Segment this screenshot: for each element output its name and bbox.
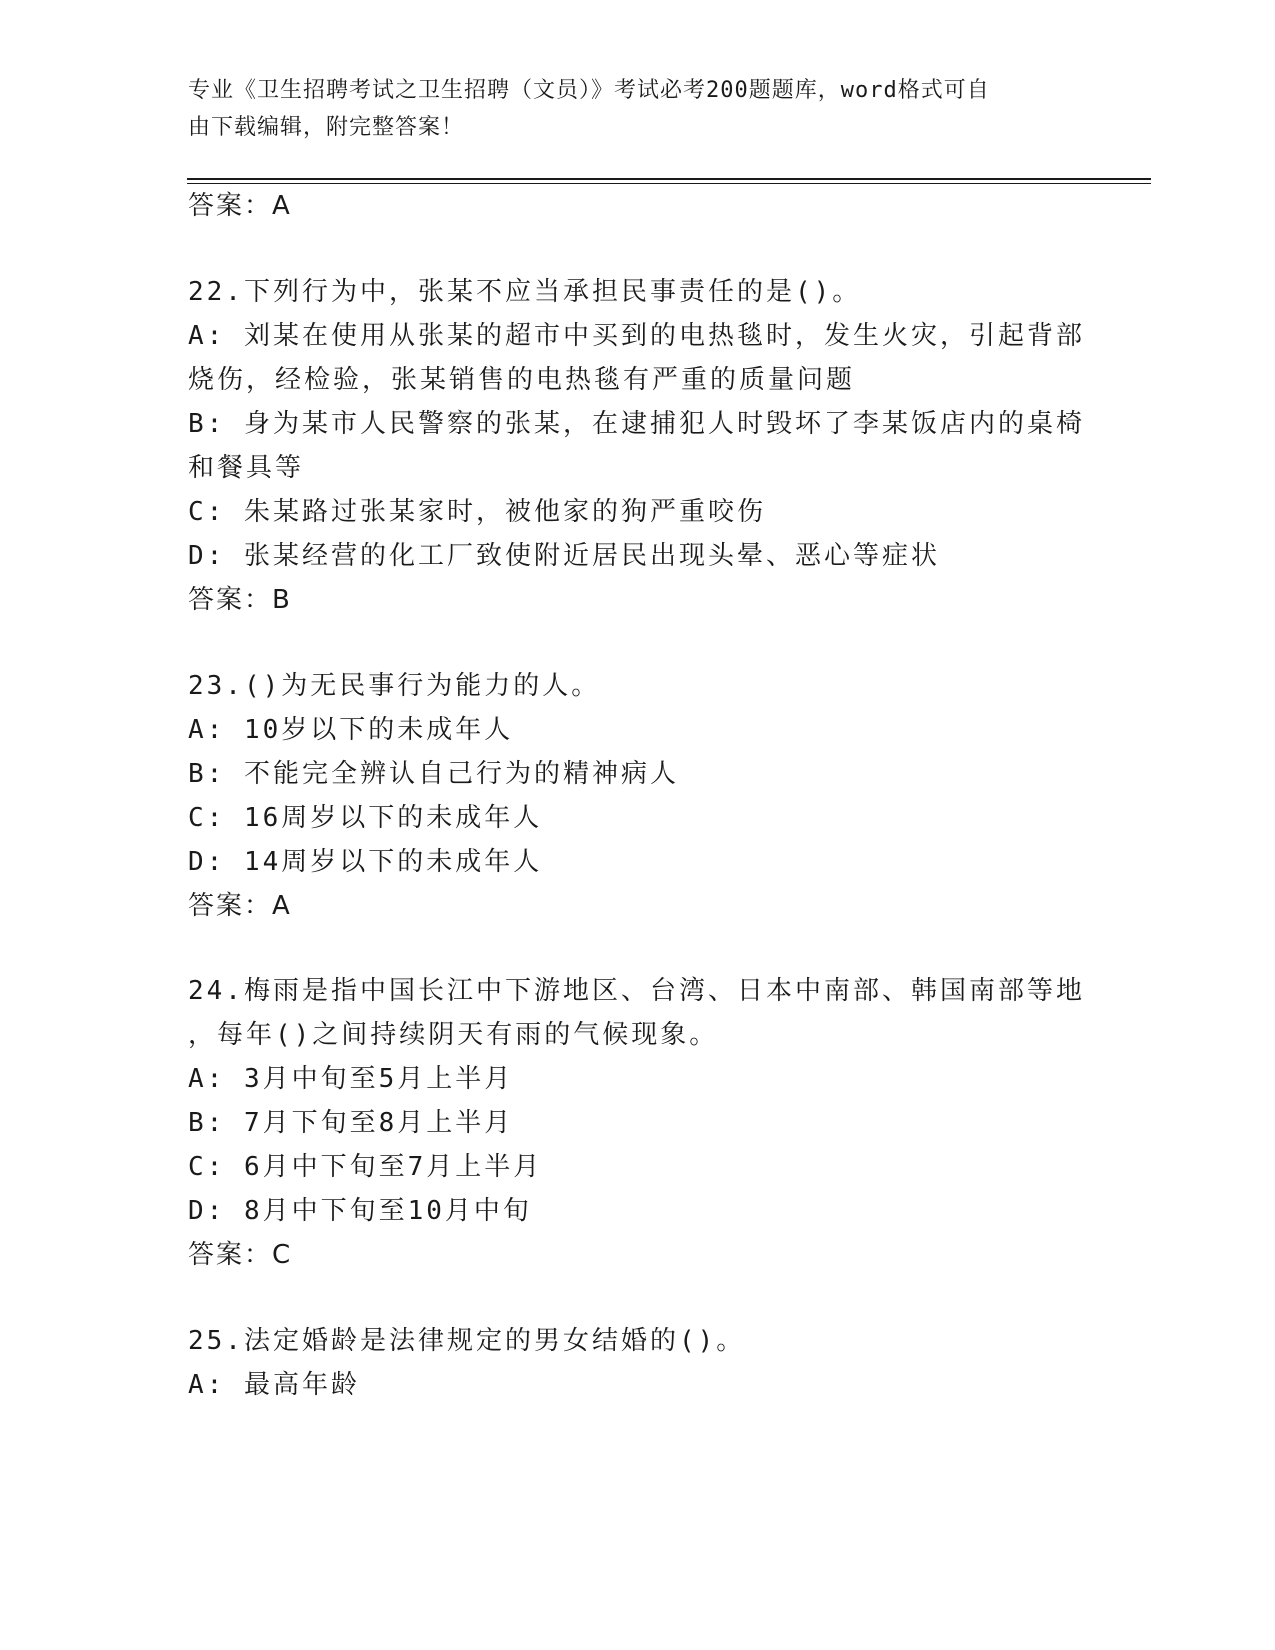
q24-answer: 答案：C (188, 1240, 293, 1270)
q24-option-b: B: 7月下旬至8月上半月 (188, 1108, 514, 1138)
q22-option-a-line2: 烧伤，经检验，张某销售的电热毯有严重的质量问题 (188, 365, 856, 395)
q22-option-c: C: 朱某路过张某家时，被他家的狗严重咬伤 (188, 497, 766, 527)
q24-option-c: C: 6月中下旬至7月上半月 (188, 1152, 543, 1182)
q23-option-c: C: 16周岁以下的未成年人 (188, 803, 543, 833)
q24-stem-line2: ，每年()之间持续阴天有雨的气候现象。 (188, 1020, 719, 1050)
q24-option-a: A: 3月中旬至5月上半月 (188, 1064, 514, 1094)
q23-stem: 23.()为无民事行为能力的人。 (188, 671, 601, 701)
header-line-2: 由下载编辑，附完整答案！ (188, 115, 465, 140)
q22-option-a-line1: A: 刘某在使用从张某的超市中买到的电热毯时，发生火灾，引起背部 (188, 321, 1085, 351)
q22-option-b-line1: B: 身为某市人民警察的张某，在逮捕犯人时毁坏了李某饭店内的桌椅 (188, 409, 1085, 439)
document-header (188, 72, 1088, 146)
q23-answer: 答案：A (188, 891, 292, 921)
q25-option-a: A: 最高年龄 (188, 1370, 360, 1400)
header-divider-thick (187, 178, 1151, 180)
q22-option-d: D: 张某经营的化工厂致使附近居民出现头晕、恶心等症状 (188, 541, 940, 571)
q22-option-b-line2: 和餐具等 (188, 453, 305, 483)
header-line-1: 专业《卫生招聘考试之卫生招聘（文员）》考试必考200题题库，word格式可自 (188, 78, 990, 103)
q24-option-d: D: 8月中下旬至10月中旬 (188, 1196, 532, 1226)
answer-21: 答案：A (188, 191, 292, 221)
q22-stem: 22.下列行为中，张某不应当承担民事责任的是()。 (188, 277, 862, 307)
q24-stem-line1: 24.梅雨是指中国长江中下游地区、台湾、日本中南部、韩国南部等地 (188, 976, 1085, 1006)
q23-option-a: A: 10岁以下的未成年人 (188, 715, 514, 745)
q23-option-d: D: 14周岁以下的未成年人 (188, 847, 543, 877)
header-divider-thin (187, 183, 1151, 184)
q25-stem: 25.法定婚龄是法律规定的男女结婚的()。 (188, 1326, 746, 1356)
q23-option-b: B: 不能完全辨认自己行为的精神病人 (188, 759, 679, 789)
q22-answer: 答案：B (188, 585, 292, 615)
